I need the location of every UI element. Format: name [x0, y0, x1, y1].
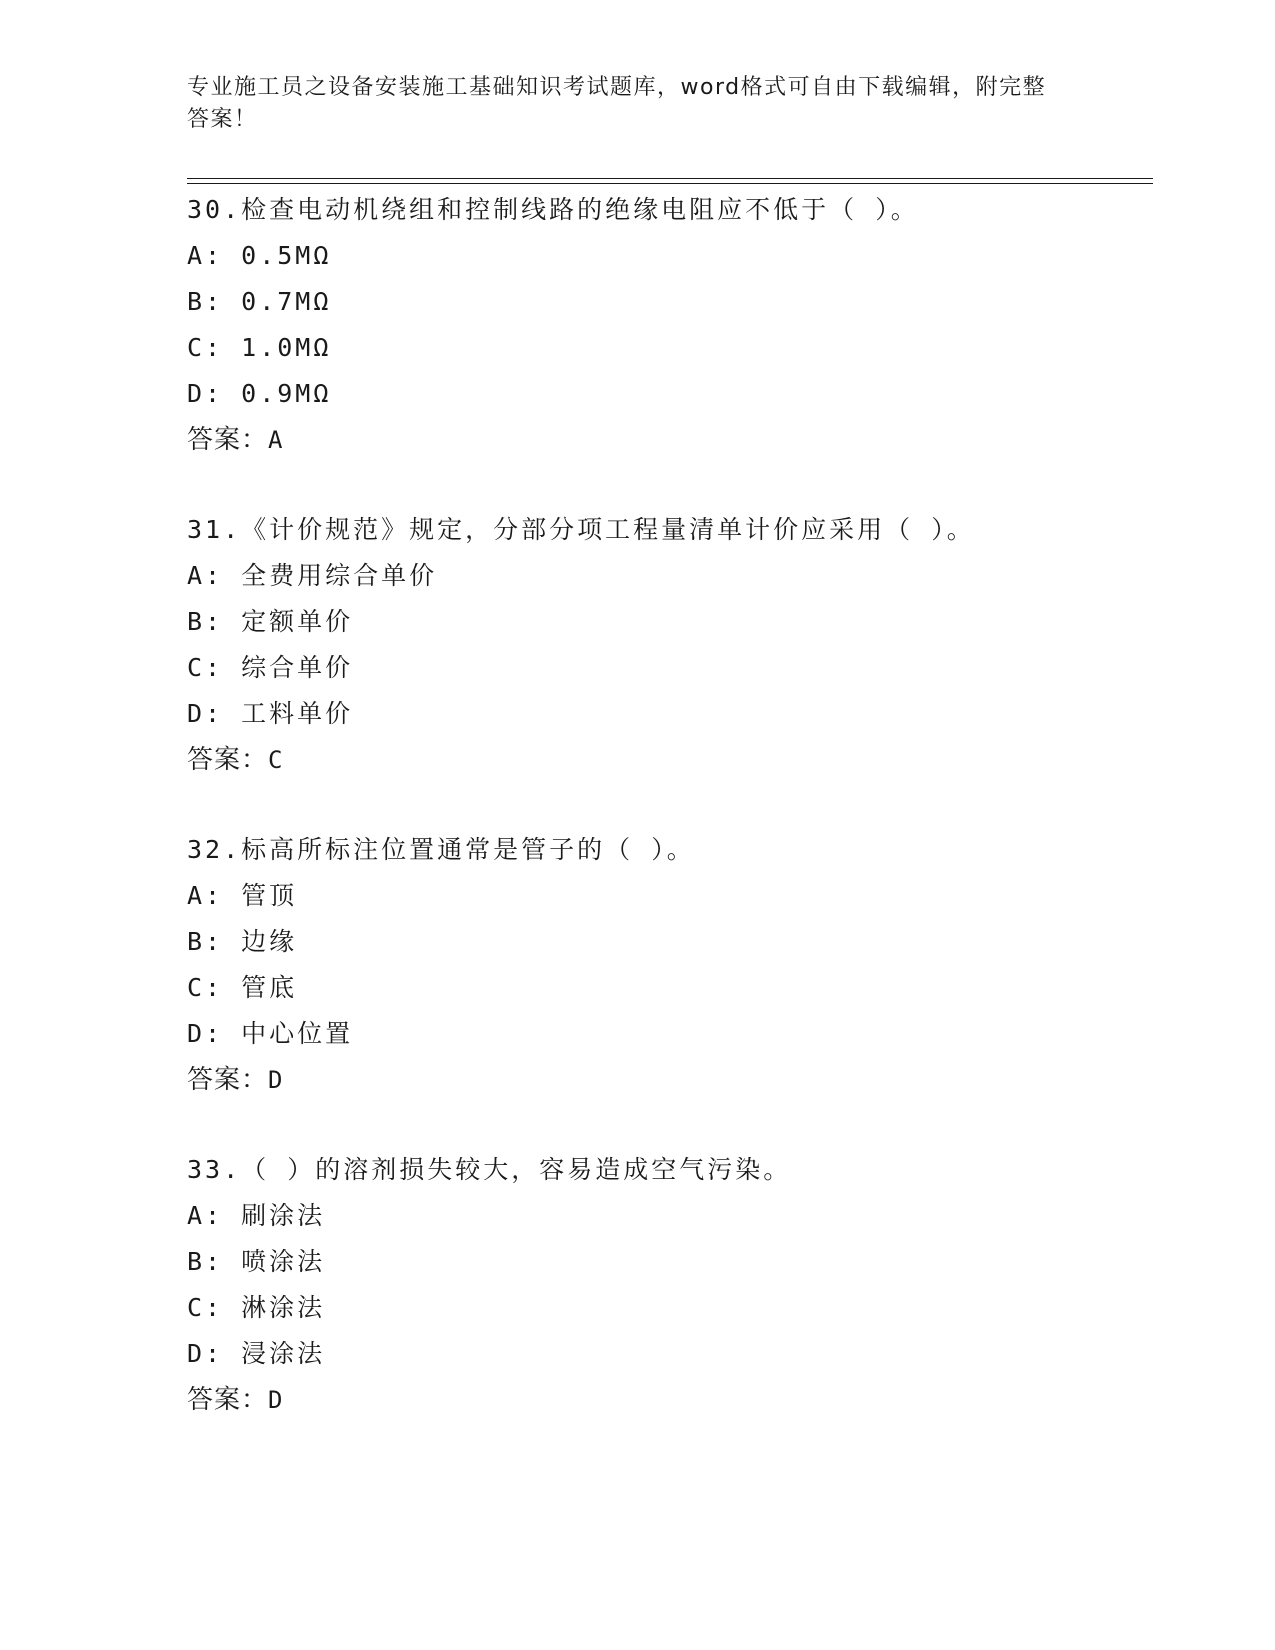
- option-a: A: 全费用综合单价: [187, 561, 438, 590]
- question-title: 30.检查电动机绕组和控制线路的绝缘电阻应不低于（ ）。: [187, 195, 919, 224]
- answer-value: A: [268, 426, 284, 454]
- option-c: C: 1.0MΩ: [187, 333, 332, 362]
- option-d: D: 浸涂法: [187, 1339, 326, 1368]
- header-divider-top: [187, 178, 1153, 179]
- document-header: 专业施工员之设备安装施工基础知识考试题库，word格式可自由下载编辑，附完整答案！: [187, 75, 1047, 132]
- answer-value: C: [268, 746, 284, 774]
- header-divider-bottom: [187, 183, 1153, 184]
- answer-line: [187, 737, 1167, 783]
- question-title: 31.《计价规范》规定，分部分项工程量清单计价应采用（ ）。: [187, 515, 975, 544]
- question-item: [187, 1147, 1167, 1423]
- option-a: A: 管顶: [187, 881, 298, 910]
- question-item: [187, 187, 1167, 463]
- option-b: B: 0.7MΩ: [187, 287, 332, 316]
- option-b: B: 喷涂法: [187, 1247, 326, 1276]
- option-c: C: 综合单价: [187, 653, 354, 682]
- option-d: D: 中心位置: [187, 1019, 354, 1048]
- question-title: 32.标高所标注位置通常是管子的（ ）。: [187, 835, 695, 864]
- answer-label: 答案：: [187, 1065, 269, 1095]
- answer-value: D: [268, 1386, 284, 1414]
- question-title: 33.（ ）的溶剂损失较大，容易造成空气污染。: [187, 1155, 792, 1184]
- answer-line: [187, 1377, 1167, 1423]
- answer-value: D: [268, 1066, 284, 1094]
- option-a: A: 0.5MΩ: [187, 241, 332, 270]
- option-b: B: 定额单价: [187, 607, 354, 636]
- question-item: [187, 827, 1167, 1103]
- answer-label: 答案：: [187, 1385, 269, 1415]
- option-a: A: 刷涂法: [187, 1201, 326, 1230]
- option-b: B: 边缘: [187, 927, 298, 956]
- answer-line: [187, 417, 1167, 463]
- option-c: C: 淋涂法: [187, 1293, 326, 1322]
- question-item: [187, 507, 1167, 783]
- option-d: D: 0.9MΩ: [187, 379, 332, 408]
- answer-label: 答案：: [187, 745, 269, 775]
- answer-label: 答案：: [187, 425, 269, 455]
- option-d: D: 工料单价: [187, 699, 354, 728]
- answer-line: [187, 1057, 1167, 1103]
- option-c: C: 管底: [187, 973, 298, 1002]
